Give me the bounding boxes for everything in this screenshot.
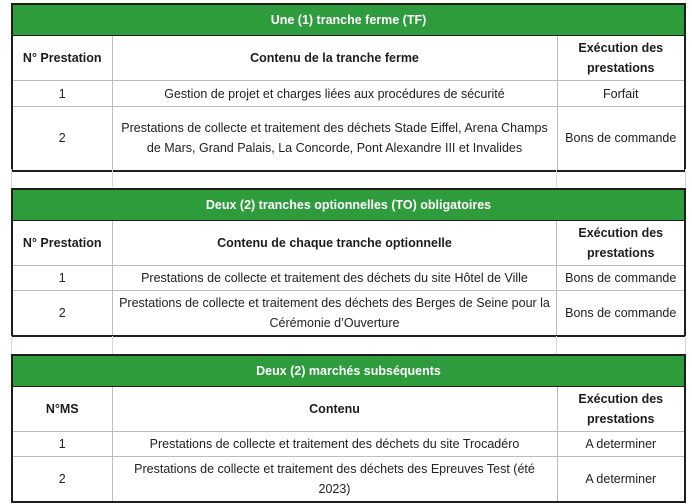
table-row (12, 266, 685, 291)
cell-execution: Bons de commande (557, 291, 685, 337)
cell-number: 2 (12, 291, 112, 337)
col-header-execution: Exécution des prestations (557, 36, 685, 81)
cell-content: Prestations de collecte et traitement des déchets des Berges de Seine pour la Cérémonie d’Ouverture (112, 291, 557, 337)
cell-number: 1 (12, 266, 112, 291)
cell-execution: A determiner (557, 457, 685, 503)
section-spacer (11, 169, 686, 187)
cell-number: 1 (12, 81, 112, 107)
cell-execution: A determiner (557, 432, 685, 457)
col-header-number: N° Prestation (12, 221, 112, 266)
section-tranche-ferme (11, 3, 686, 172)
col-header-number: N° Prestation (12, 36, 112, 81)
cell-number: 2 (12, 107, 112, 171)
col-header-execution: Exécution des prestations (557, 387, 685, 432)
cell-execution: Bons de commande (557, 107, 685, 171)
table-row (12, 432, 685, 457)
col-header-number: N°MS (12, 387, 112, 432)
cell-content: Prestations de collecte et traitement des déchets des Epreuves Test (été 2023) (112, 457, 557, 503)
cell-content: Prestations de collecte et traitement des déchets Stade Eiffel, Arena Champs de Mars, Grand Palais, La Concorde, Pont Alexandre III et Invalides (112, 107, 557, 171)
section-title: Deux (2) marchés subséquents (12, 355, 685, 387)
cell-execution: Forfait (557, 81, 685, 107)
cell-content: Prestations de collecte et traitement des déchets du site Trocadéro (112, 432, 557, 457)
section-title: Une (1) tranche ferme (TF) (12, 4, 685, 36)
cell-execution: Bons de commande (557, 266, 685, 291)
cell-number: 2 (12, 457, 112, 503)
section-tranches-optionnelles (11, 188, 686, 337)
table-row (12, 107, 685, 171)
table-row (12, 81, 685, 107)
cell-content: Prestations de collecte et traitement des déchets du site Hôtel de Ville (112, 266, 557, 291)
cell-content: Gestion de projet et charges liées aux procédures de sécurité (112, 81, 557, 107)
col-header-content: Contenu de chaque tranche optionnelle (112, 221, 557, 266)
col-header-content: Contenu (112, 387, 557, 432)
section-spacer (11, 336, 686, 354)
table-row (12, 291, 685, 337)
section-marches-subsequents (11, 354, 686, 503)
section-title: Deux (2) tranches optionnelles (TO) obligatoires (12, 189, 685, 221)
cell-number: 1 (12, 432, 112, 457)
col-header-execution: Exécution des prestations (557, 221, 685, 266)
table-row (12, 457, 685, 503)
col-header-content: Contenu de la tranche ferme (112, 36, 557, 81)
